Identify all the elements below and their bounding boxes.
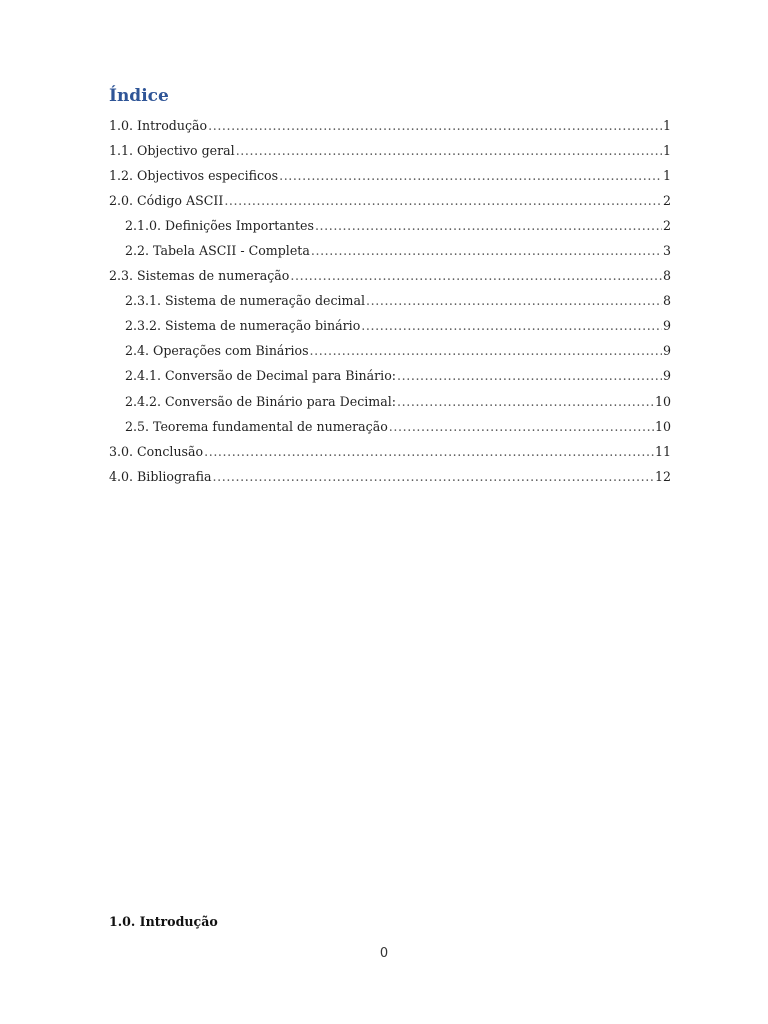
toc-entry-page: 8 (662, 293, 671, 309)
toc-entry[interactable] (109, 138, 671, 163)
dot-leader (208, 118, 662, 134)
toc-entry-page: 1 (662, 167, 671, 183)
toc-entry-label: 2.5. Teorema fundamental de numeração (125, 418, 388, 434)
toc-entry-label: 2.3. Sistemas de numeração (109, 268, 290, 284)
dot-leader (224, 193, 662, 209)
page-number: 0 (379, 946, 389, 961)
dot-leader (213, 469, 654, 485)
toc-entry-page: 12 (654, 468, 671, 484)
toc-entry-label: 3.0. Conclusão (109, 443, 204, 459)
toc-entry[interactable] (109, 213, 671, 238)
dot-leader (389, 419, 654, 435)
toc-entry-page: 1 (662, 117, 671, 133)
toc-entry[interactable] (109, 364, 671, 389)
toc-entry-label: 2.3.2. Sistema de numeração binário (125, 318, 361, 334)
toc-entry-page: 10 (654, 393, 671, 409)
dot-leader (290, 268, 662, 284)
toc-entry-label: 2.0. Código ASCII (109, 192, 224, 208)
toc-entry-page: 3 (662, 243, 671, 259)
toc-entry[interactable] (109, 464, 671, 489)
dot-leader (279, 168, 662, 184)
section-heading: 1.0. Introdução (109, 914, 218, 929)
toc-entry-label: 2.4.1. Conversão de Decimal para Binário: (125, 368, 397, 384)
toc-entry[interactable] (109, 414, 671, 439)
toc-entry-label: 2.4.2. Conversão de Binário para Decimal: (125, 393, 397, 409)
toc-entry[interactable] (109, 389, 671, 414)
dot-leader (315, 218, 662, 234)
toc-entry[interactable] (109, 289, 671, 314)
toc-entry-label: 2.3.1. Sistema de numeração decimal (125, 293, 366, 309)
dot-leader (366, 293, 662, 309)
toc-entry-label: 1.0. Introdução (109, 117, 208, 133)
toc-entry-page: 9 (662, 368, 671, 384)
toc-entry-page: 9 (662, 343, 671, 359)
toc-entry-page: 11 (654, 443, 671, 459)
toc-entry-label: 1.1. Objectivo geral (109, 142, 235, 158)
toc-entry-label: 4.0. Bibliografia (109, 468, 212, 484)
dot-leader (397, 394, 654, 410)
toc-entry-page: 2 (662, 192, 671, 208)
toc-entry-page: 1 (662, 142, 671, 158)
toc-entry-page: 9 (662, 318, 671, 334)
dot-leader (310, 343, 662, 359)
toc-entry[interactable] (109, 264, 671, 289)
toc-entry[interactable] (109, 439, 671, 464)
toc-entry[interactable] (109, 188, 671, 213)
toc-entry-page: 2 (662, 217, 671, 233)
table-of-contents (109, 113, 671, 489)
toc-entry-label: 1.2. Objectivos especificos (109, 167, 279, 183)
toc-entry-label: 2.4. Operações com Binários (125, 343, 309, 359)
toc-entry-label: 2.2. Tabela ASCII - Completa (125, 243, 310, 259)
toc-entry-page: 8 (662, 268, 671, 284)
toc-entry[interactable] (109, 163, 671, 188)
dot-leader (204, 444, 654, 460)
toc-entry[interactable] (109, 314, 671, 339)
toc-entry[interactable] (109, 113, 671, 138)
dot-leader (311, 243, 662, 259)
toc-title: Índice (109, 86, 169, 106)
dot-leader (236, 143, 662, 159)
toc-entry-label: 2.1.0. Definições Importantes (125, 217, 314, 233)
toc-entry[interactable] (109, 339, 671, 364)
toc-entry[interactable] (109, 238, 671, 263)
dot-leader (361, 318, 662, 334)
toc-entry-page: 10 (654, 418, 671, 434)
dot-leader (397, 368, 662, 384)
